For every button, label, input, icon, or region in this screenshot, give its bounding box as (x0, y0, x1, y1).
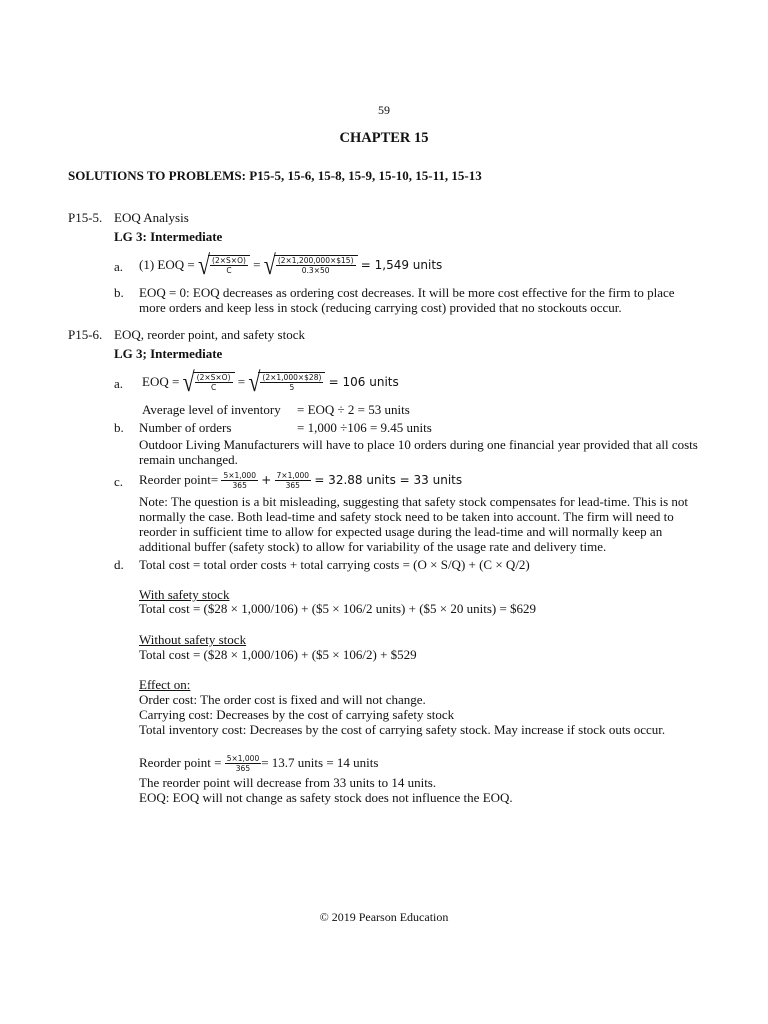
plus-sign: + (261, 473, 272, 487)
answer-text-b: EOQ = 0: EOQ decreases as ordering cost decreases. It will be more cost effective for the firm to place more orders and keep less in stock (reducing carrying cost) provided that no stockouts occur. (139, 285, 675, 315)
sqrt-symbol-2: √ $\frac{(2\times 1,000\times\$28)}{5}$ (248, 371, 325, 393)
fraction-numerator: (2×S×O) (212, 256, 246, 265)
effect-total-cost: Total inventory cost: Decreases by the cost of carrying safety stock. May increase if stock outs occur. (139, 722, 666, 737)
page-number: 59 (378, 103, 390, 117)
eoq-result: = 106 units (328, 375, 399, 389)
eoq-note-text: EOQ: EOQ will not change as safety stock does not influence the EOQ. (139, 790, 513, 805)
total-cost-formula: Total cost = total order costs + total carrying costs = (O × S/Q) + (C × Q/2) (139, 557, 530, 572)
eoq-result: = 1,549 units (360, 258, 443, 272)
fraction: $\frac{7\times 1,000}{365}$ (276, 470, 310, 490)
fraction-numerator: (2×1,000×$28) (262, 373, 322, 382)
reorder-point-formula (139, 751, 378, 775)
learning-goal-p15-5: LG 3: Intermediate (114, 229, 223, 244)
effect-order-cost: Order cost: The order cost is fixed and will not change. (139, 692, 426, 707)
fraction-denominator: C (226, 266, 232, 275)
eoq-formula-p15-5 (139, 250, 442, 280)
without-safety-stock-heading: Without safety stock (139, 632, 247, 647)
effect-heading: Effect on: (139, 677, 191, 692)
fraction-numerator: (2×S×O) (196, 373, 231, 382)
problem-title-p15-5: EOQ Analysis (114, 210, 189, 225)
equals-sign: = (253, 257, 261, 272)
item-label-b: b. (114, 420, 124, 435)
fraction-denominator: C (210, 383, 217, 392)
reorder-formula (139, 466, 462, 494)
effect-carrying-cost: Carrying cost: Decreases by the cost of carrying safety stock (139, 707, 455, 722)
reorder-result: = 13.7 units = 14 units (261, 755, 379, 770)
sqrt-symbol-2: √ $\frac{(2\times 1,200,000\times\$15)}{0.3\times 50}$ (264, 254, 358, 276)
avg-inventory-label: Average level of inventory (142, 402, 281, 417)
chapter-title: CHAPTER 15 (339, 130, 429, 146)
item-label-a: a. (114, 376, 124, 391)
avg-inventory-value: = EOQ ÷ 2 = 53 units (297, 402, 410, 417)
without-safety-stock-cost: Total cost = ($28 × 1,000/106) + ($5 × 106/2) + $529 (139, 647, 417, 662)
reorder-decrease-text: The reorder point will decrease from 33 units to 14 units. (139, 775, 437, 790)
fraction-denominator: 0.3×50 (301, 266, 330, 275)
item-label-a: a. (114, 259, 124, 274)
fraction-denominator: 5 (289, 383, 295, 392)
sqrt-symbol-1: √ $\frac{(2\times S\times O)}{C}$ (198, 254, 250, 276)
reorder-prefix: Reorder point= (139, 472, 219, 487)
equals-sign: = (237, 374, 246, 389)
fraction-numerator: (2×1,200,000×$15) (277, 256, 354, 265)
eoq-formula-p15-6 (142, 367, 399, 397)
with-safety-stock-heading: With safety stock (139, 587, 230, 602)
problem-number-p15-6: P15-6. (68, 327, 103, 342)
problem-title-p15-6: EOQ, reorder point, and safety stock (114, 327, 305, 342)
item-label-c: c. (114, 474, 124, 489)
reorder-result: = 32.88 units = 33 units (314, 473, 463, 487)
item-label-d: d. (114, 557, 124, 572)
answer-text-b: Outdoor Living Manufacturers will have to place 10 orders during one financial year provided that all costs remain unchanged. (139, 437, 698, 467)
fraction: $\frac{5\times 1,000}{365}$ (226, 753, 260, 773)
sqrt-symbol-1: √ $\frac{(2\times S\times O)}{C}$ (183, 371, 235, 393)
orders-label: Number of orders (139, 420, 232, 435)
with-safety-stock-cost: Total cost = ($28 × 1,000/106) + ($5 × 106/2 units) + ($5 × 20 units) = $629 (139, 601, 537, 616)
note-text: Note: The question is a bit misleading, suggesting that safety stock compensates for lead-time. This is not normally the case. Both lead-time and safety stock need to be taken into account. The firm will need to reorder in sufficient time to allow for expected usage during the lead-time and will normally keep an additional buffer (safety stock) to allow for variability of the usage rate and delivery time. (139, 494, 689, 554)
copyright-footer: © 2019 Pearson Education (319, 910, 449, 924)
problem-number-p15-5: P15-5. (68, 210, 103, 225)
learning-goal-p15-6: LG 3; Intermediate (114, 346, 223, 361)
orders-value: = 1,000 ÷106 = 9.45 units (297, 420, 432, 435)
solutions-heading: SOLUTIONS TO PROBLEMS: P15-5, 15-6, 15-8, 15-9, 15-10, 15-11, 15-13 (68, 168, 482, 183)
fraction: $\frac{5\times 1,000}{365}$ (223, 470, 256, 490)
item-label-b: b. (114, 285, 124, 300)
eoq-prefix: EOQ = (142, 374, 180, 389)
eoq-prefix: (1) EOQ = (139, 257, 195, 272)
reorder-prefix: Reorder point = (139, 755, 222, 770)
